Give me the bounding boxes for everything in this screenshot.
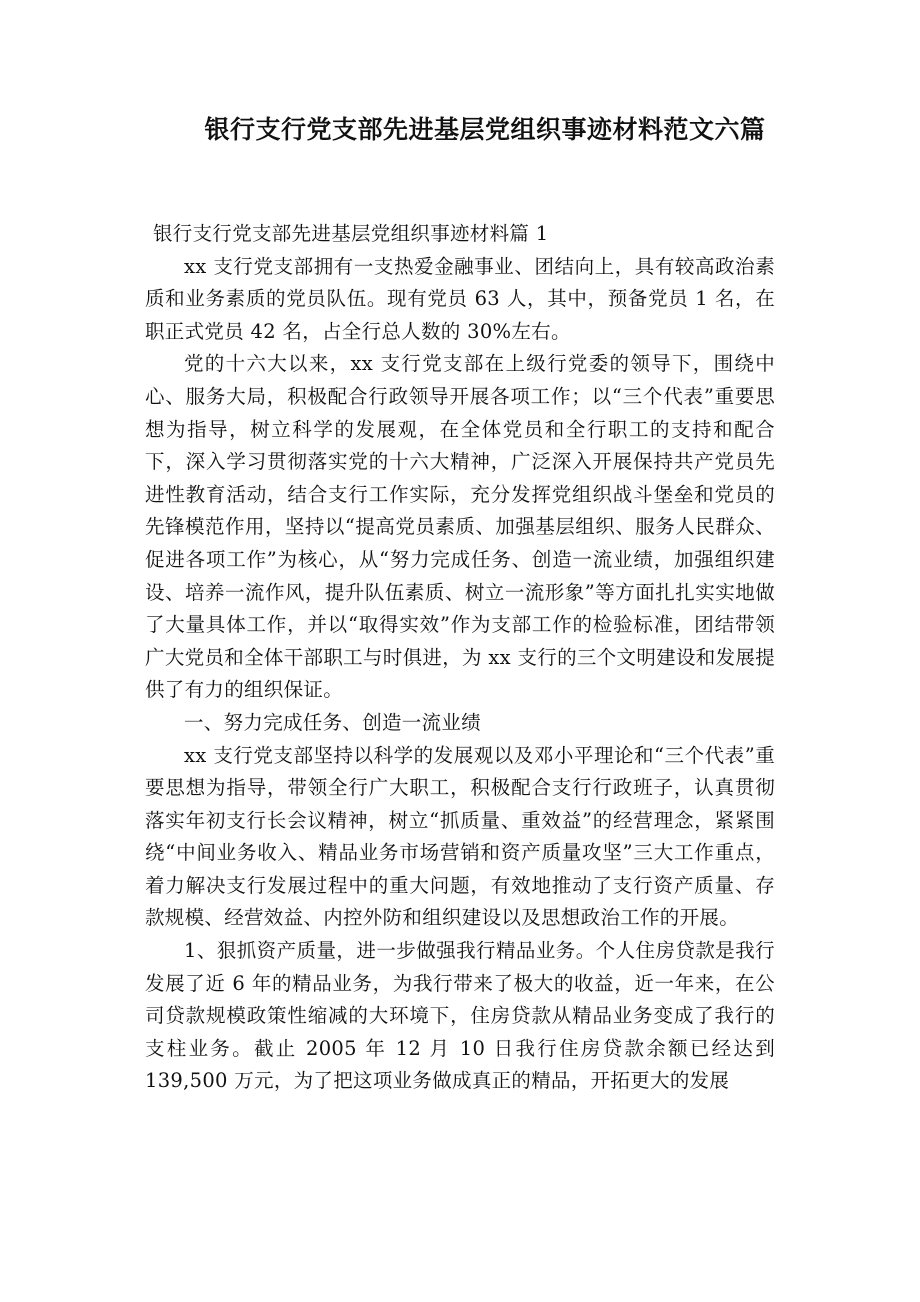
document-body [145, 218, 775, 1098]
paragraph-scientific-development: xx 支行党支部坚持以科学的发展观以及邓小平理论和“三个代表”重要思想为指导，带领全行广大职工，积极配合支行行政班子，认真贯彻落实年初支行长会议精神，树立“抓质量、重效益”的经营理念，紧紧围绕“中间业务收入、精品业务市场营销和资产质量攻坚”三大工作重点，着力解决支行发展过程中的重大问题，有效地推动了支行资产质量、存款规模、经营效益、内控外防和组织建设以及思想政治工作的开展。 [145, 743, 775, 930]
paragraph-party-members: xx 支行党支部拥有一支热爱金融事业、团结向上，具有较高政治素质和业务素质的党员队伍。现有党员 63 人，其中，预备党员 1 名，在职正式党员 42 名，占全行总人数的 30%左右。 [145, 254, 775, 343]
paragraph-since-16th-congress: 党的十六大以来，xx 支行党支部在上级行党委的领导下，围绕中心、服务大局，积极配合行政领导开展各项工作；以“三个代表”重要思想为指导，树立科学的发展观，在全体党员和全行职工的支持和配合下，深入学习贯彻落实党的十六大精神，广泛深入开展保持共产党员先进性教育活动，结合支行工作实际，充分发挥党组织战斗堡垒和党员的先锋模范作用，坚持以“提高党员素质、加强基层组织、服务人民群众、促进各项工作”为核心，从“努力完成任务、创造一流业绩，加强组织建设、培养一流作风，提升队伍素质、树立一流形象”等方面扎扎实实地做了大量具体工作，并以“取得实效”作为支部工作的检验标准，团结带领广大党员和全体干部职工与时俱进，为 xx 支行的三个文明建设和发展提供了有力的组织保证。 [145, 352, 775, 702]
paragraph-asset-quality: 1、狠抓资产质量，进一步做强我行精品业务。个人住房贷款是我行发展了近 6 年的精品业务，为我行带来了极大的收益，近一年来，在公司贷款规模政策性缩减的大环境下，住房贷款从精品业务变成了我行的支柱业务。截止 2005 年 12 月 10 日我行住房贷款余额已经达到 139,500 万元，为了把这项业务做成真正的精品，开拓更大的发展 [145, 939, 775, 1093]
document-title: 银行支行党支部先进基层党组织事迹材料范文六篇 [204, 115, 766, 144]
section-heading: 银行支行党支部先进基层党组织事迹材料篇 1 [153, 222, 549, 245]
subheading-complete-tasks: 一、努力完成任务、创造一流业绩 [184, 710, 482, 734]
